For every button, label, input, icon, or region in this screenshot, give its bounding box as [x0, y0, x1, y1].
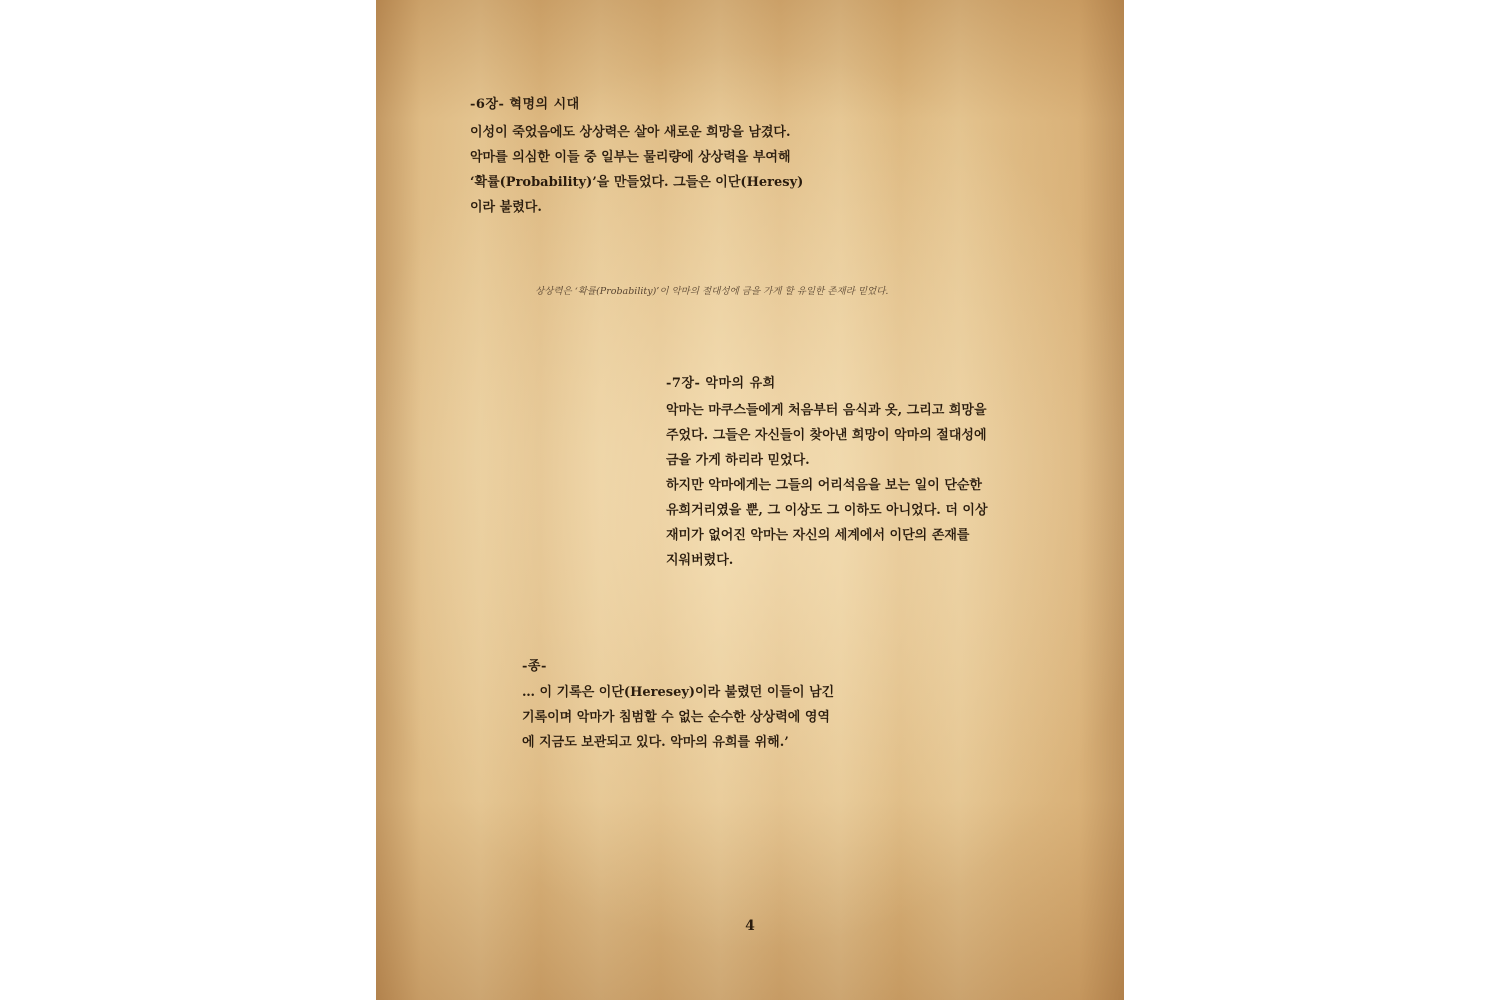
chapter-7-line: 금을 가게 하리라 믿었다. [666, 453, 810, 468]
chapter-7-line: 유희거리였을 뿐, 그 이상도 그 이하도 아니었다. 더 이상 [666, 503, 988, 518]
chapter-7-line: 주었다. 그들은 자신들이 찾아낸 희망이 악마의 절대성에 [666, 428, 987, 443]
chapter-6-line: 이라 불렸다. [470, 200, 542, 215]
ending-line: … 이 기록은 이단(Heresey)이라 불렸던 이들이 남긴 [522, 685, 835, 700]
chapter-6-line: ‘확률(Probability)’을 만들었다. 그들은 이단(Heresy) [470, 175, 804, 190]
chapter-6-body [470, 120, 803, 220]
chapter-7-line: 지워버렸다. [666, 553, 734, 568]
chapter-7-body [666, 398, 988, 573]
chapter-7-line: 재미가 없어진 악마는 자신의 세계에서 이단의 존재를 [666, 528, 970, 543]
page-number: 4 [745, 918, 755, 934]
ending-title: -종- [522, 659, 547, 674]
ending-body [522, 680, 834, 755]
chapter-7-line: 하지만 악마에게는 그들의 어리석음을 보는 일이 단순한 [666, 478, 982, 493]
caption-quote: 상상력은 ‘확률(Probability)’이 악마의 절대성에 금을 가게 할 유일한 존재라 믿었다. [535, 286, 889, 297]
ending-line: 기록이며 악마가 침범할 수 없는 순수한 상상력에 영역 [522, 710, 830, 725]
chapter-7-title: -7장- 악마의 유희 [666, 376, 776, 391]
chapter-7-line: 악마는 마쿠스들에게 처음부터 음식과 옷, 그리고 희망을 [666, 403, 987, 418]
ending-line: 에 지금도 보관되고 있다. 악마의 유희를 위해.’ [522, 735, 789, 750]
chapter-6-line: 악마를 의심한 이들 중 일부는 물리량에 상상력을 부여해 [470, 150, 791, 165]
chapter-6-line: 이성이 죽었음에도 상상력은 살아 새로운 희망을 남겼다. [470, 125, 791, 140]
parchment-page [376, 0, 1124, 1000]
chapter-6-title: -6장- 혁명의 시대 [470, 97, 580, 112]
